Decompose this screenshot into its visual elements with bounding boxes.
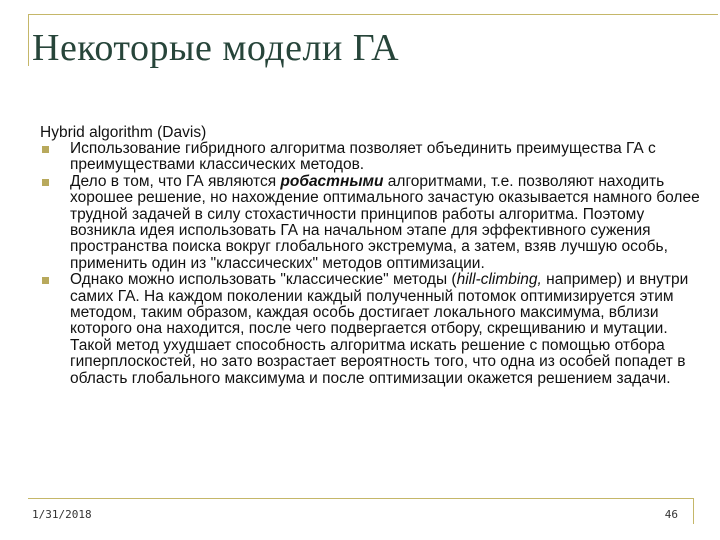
bullet-segment: например) и внутри самих ГА. На каждом поколении каждый полученный потомок оптимизируется этим методом, таким образом, каждая особь достигает локального максимума, вблизи которого она находится, после чего подвергается отбору, скрещиванию и мутации. Такой метод ухудшает способность алгоритма искать решение с помощью отбора гиперплоскостей, но зато возрастает вероятность того, что одна из особей попадет в область глобального максимума и после оптимизации окажется решением задачи.: [70, 271, 689, 387]
frame-bottom-line: [28, 498, 694, 499]
footer-date: 1/31/2018: [32, 508, 92, 521]
bullet-list: [40, 141, 700, 387]
bullet-text: [70, 140, 656, 173]
bullet-segment: робастными: [280, 172, 384, 190]
frame-right-notch: [693, 498, 694, 524]
bullet-item: [40, 174, 700, 272]
slide-content: [40, 124, 700, 387]
bullet-segment: алгоритмами, т.е. позволяют находить хорошее решение, но нахождение оптимального зачастую оказывается намного более трудной задачей в силу стохастичности принципов работы алгоритма. Поэтому возникла идея использовать ГА на начальном этапе для эффективного сужения пространства поиска вокруг глобального экстремума, а затем, взяв лучшую особь, применить один из "классических" методов оптимизации.: [70, 172, 700, 272]
page-number: 46: [664, 508, 678, 521]
bullet-item: [40, 141, 700, 174]
bullet-text: [70, 173, 700, 272]
frame-top-line: [28, 14, 718, 15]
square-bullet-icon: [42, 179, 49, 186]
bullet-segment: Однако можно использовать "классические" методы (: [70, 271, 457, 289]
frame-left-line: [28, 14, 29, 66]
section-heading: Hybrid algorithm (Davis): [40, 124, 207, 141]
slide-title: Некоторые модели ГА: [32, 27, 400, 69]
bullet-item: [40, 272, 700, 387]
bullet-segment: Дело в том, что ГА являются: [70, 172, 281, 190]
bullet-segment: Использование гибридного алгоритма позволяет объединить преимущества ГА с преимуществами классических методов.: [70, 140, 656, 174]
square-bullet-icon: [42, 146, 49, 153]
square-bullet-icon: [42, 277, 49, 284]
bullet-segment: hill-climbing,: [456, 271, 542, 289]
bullet-text: [70, 271, 688, 386]
